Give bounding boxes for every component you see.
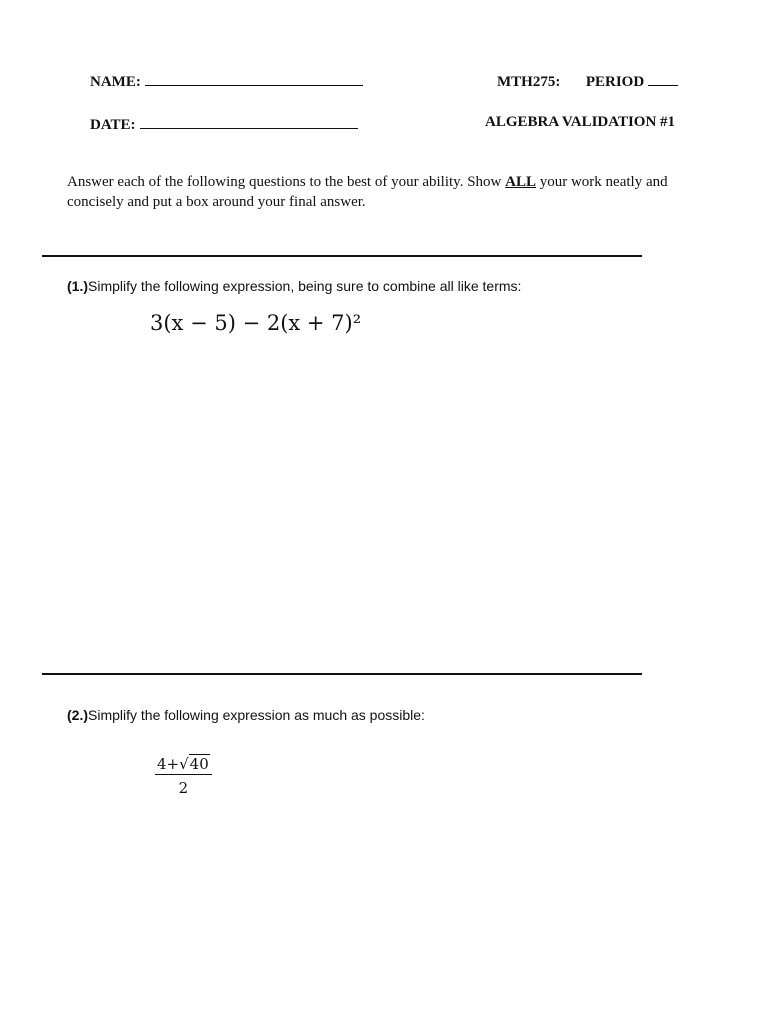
question-2-prompt <box>67 707 425 723</box>
radicand: 40 <box>189 755 209 773</box>
question-2-fraction <box>155 755 212 797</box>
date-label: DATE: <box>90 117 136 133</box>
instructions-after: your work neatly and concisely and put a box around your final answer. <box>67 174 668 210</box>
date-blank[interactable] <box>140 114 358 129</box>
question-1-number: (1.) <box>67 278 88 294</box>
section-divider <box>42 255 642 257</box>
instructions <box>67 172 682 212</box>
instructions-emphasis: ALL <box>505 174 536 190</box>
instructions-before: Answer each of the following questions to the best of your ability. Show <box>67 174 506 190</box>
section-divider <box>42 673 642 675</box>
name-label: NAME: <box>90 74 141 90</box>
question-1-expression: 3(x − 5) − 2(x + 7)² <box>150 311 362 335</box>
name-blank[interactable] <box>145 71 363 86</box>
date-line <box>90 114 358 134</box>
fraction-denominator: 2 <box>178 779 189 797</box>
fraction-numerator <box>155 755 212 775</box>
period-label: PERIOD <box>585 74 645 90</box>
period-blank[interactable] <box>648 71 678 86</box>
worksheet-title: ALGEBRA VALIDATION #1 <box>485 114 676 130</box>
course-code: MTH275: <box>497 74 561 90</box>
question-2-number: (2.) <box>67 707 88 723</box>
question-1-prompt <box>67 278 521 294</box>
course-period-line <box>497 71 678 91</box>
question-1-text: Simplify the following expression, being sure to combine all like terms: <box>88 278 522 294</box>
name-line <box>90 71 363 91</box>
question-2-text: Simplify the following expression as much as possible: <box>88 707 425 723</box>
numerator-prefix: 4+√ <box>157 755 189 773</box>
